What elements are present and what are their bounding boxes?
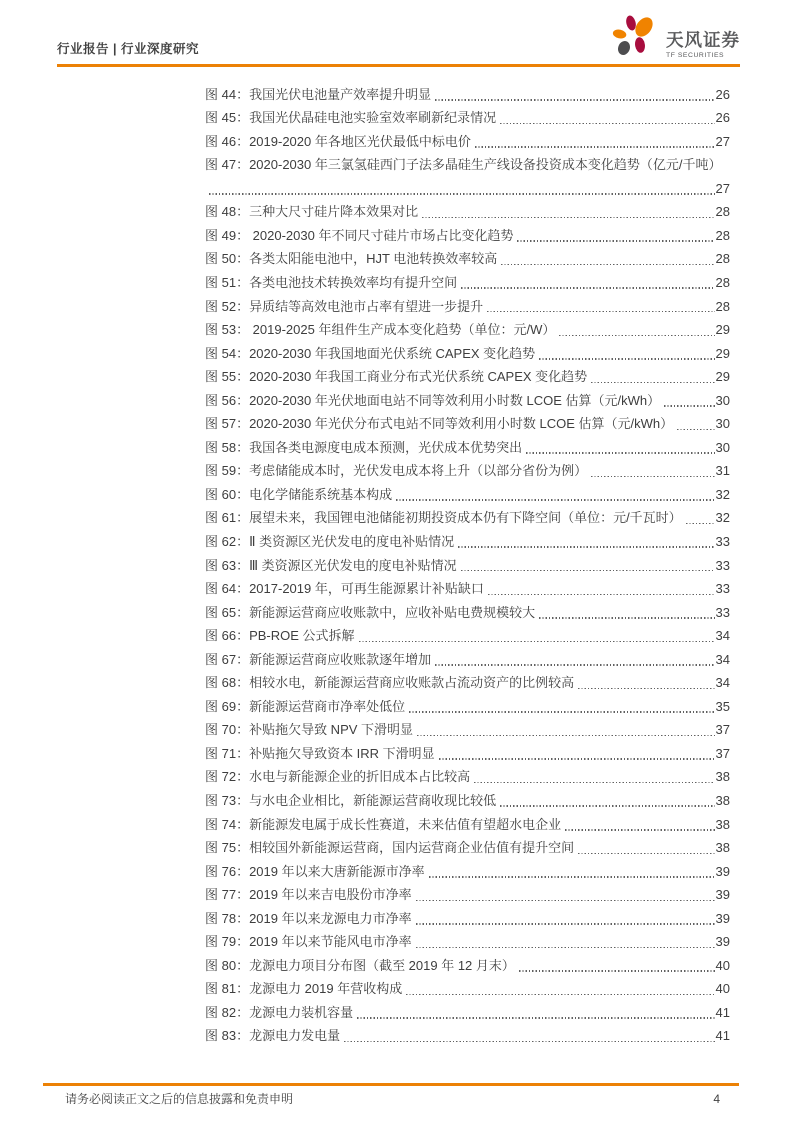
toc-entry-page: 33 <box>715 581 730 597</box>
toc-entry <box>205 718 730 742</box>
toc-entry-label: 图 74：新能源发电属于成长性赛道，未来估值有望超水电企业 <box>205 816 562 832</box>
toc-dot-leader <box>526 452 714 454</box>
toc-entry-label: 图 52：异质结等高效电池市占率有望进一步提升 <box>205 298 484 314</box>
toc-entry-label: 图 82：龙源电力装机容量 <box>205 1004 354 1020</box>
toc-entry-label: 图 78：2019 年以来龙源电力市净率 <box>205 910 412 926</box>
toc-entry-page: 28 <box>715 274 730 290</box>
toc-dot-leader <box>474 782 714 784</box>
toc-entry-label: 图 63：Ⅲ 类资源区光伏发电的度电补贴情况 <box>205 557 457 573</box>
toc-entry-label: 图 80：龙源电力项目分布图（截至 2019 年 12 月末） <box>205 957 515 973</box>
toc-entry-page: 34 <box>715 628 730 644</box>
toc-dot-leader <box>591 476 714 478</box>
toc-entry-label: 图 47：2020-2030 年三氯氢硅西门子法多晶硅生产线设备投资成本变化趋势（亿元/千吨） <box>205 157 722 173</box>
toc-entry-label: 图 69：新能源运营商市净率处低位 <box>205 698 406 714</box>
toc-entry-label: 图 61：展望未来，我国锂电池储能初期投资成本仍有下降空间（单位：元/千瓦时） <box>205 510 682 526</box>
toc-entry-label: 图 67：新能源运营商应收账款逐年增加 <box>205 651 432 667</box>
page-footer <box>65 1090 720 1107</box>
toc-entry-page: 41 <box>715 1004 730 1020</box>
toc-entry-page: 39 <box>715 887 730 903</box>
toc-entry-page: 27 <box>715 133 730 149</box>
toc-entry-page: 29 <box>715 322 730 338</box>
header-divider <box>57 64 740 67</box>
toc-entry <box>205 576 730 600</box>
toc-entry-label: 图 46：2019-2020 年各地区光伏最低中标电价 <box>205 133 471 149</box>
toc-entry <box>205 341 730 365</box>
toc-dot-leader <box>417 735 715 737</box>
toc-entry <box>205 176 730 200</box>
tf-logo-flower-icon <box>611 13 661 60</box>
figure-toc-list <box>205 82 730 1047</box>
toc-dot-leader <box>458 546 714 548</box>
toc-entry-label: 图 83：龙源电力发电量 <box>205 1028 341 1044</box>
toc-entry-label: 图 58：我国各类电源度电成本预测，光伏成本优势突出 <box>205 439 523 455</box>
toc-entry <box>205 506 730 530</box>
toc-entry-page: 27 <box>715 180 730 196</box>
toc-entry <box>205 694 730 718</box>
toc-dot-leader <box>461 287 714 289</box>
toc-entry-page: 28 <box>715 298 730 314</box>
toc-entry-page: 33 <box>715 557 730 573</box>
toc-entry <box>205 482 730 506</box>
toc-dot-leader <box>359 641 715 643</box>
toc-entry-page: 29 <box>715 369 730 385</box>
toc-dot-leader <box>429 876 715 878</box>
toc-entry-label: 图 53： 2019-2025 年组件生产成本变化趋势（单位：元/W） <box>205 322 556 338</box>
toc-entry-page: 39 <box>715 910 730 926</box>
toc-entry-page: 33 <box>715 534 730 549</box>
toc-entry-label: 图 79：2019 年以来节能风电市净率 <box>205 934 412 950</box>
toc-dot-leader <box>406 994 714 996</box>
toc-entry-page: 32 <box>715 510 730 526</box>
toc-dot-leader <box>439 758 715 760</box>
toc-entry-label: 图 59：考虑储能成本时，光伏发电成本将上升（以部分省份为例） <box>205 463 588 479</box>
toc-entry-label: 图 54：2020-2030 年我国地面光伏系统 CAPEX 变化趋势 <box>205 345 536 361</box>
toc-dot-leader <box>435 664 714 666</box>
toc-entry-label: 图 66：PB-ROE 公式拆解 <box>205 628 355 644</box>
toc-entry <box>205 317 730 341</box>
toc-entry <box>205 836 730 860</box>
toc-dot-leader <box>461 570 715 572</box>
toc-entry-page: 38 <box>715 816 730 832</box>
toc-entry-label: 图 48：三种大尺寸硅片降本效果对比 <box>205 204 419 220</box>
toc-dot-leader <box>500 123 714 125</box>
toc-entry-page: 40 <box>715 957 730 973</box>
toc-dot-leader <box>565 829 714 831</box>
logo-text <box>666 31 740 59</box>
toc-dot-leader <box>677 429 714 431</box>
toc-entry-page: 30 <box>715 439 730 455</box>
toc-entry <box>205 153 730 177</box>
toc-entry-page: 34 <box>715 651 730 667</box>
toc-entry-page: 30 <box>715 392 730 408</box>
toc-entry <box>205 200 730 224</box>
toc-entry <box>205 671 730 695</box>
toc-entry-label: 图 64：2017-2019 年，可再生能源累计补贴缺口 <box>205 581 484 597</box>
toc-entry-page: 30 <box>715 416 730 432</box>
toc-entry-label: 图 68：相较水电，新能源运营商应收账款占流动资产的比例较高 <box>205 675 575 691</box>
toc-dot-leader <box>357 1017 714 1019</box>
toc-dot-leader <box>409 711 714 713</box>
toc-entry-label: 图 49： 2020-2030 年不同尺寸硅片市场占比变化趋势 <box>205 227 514 243</box>
toc-dot-leader <box>209 193 715 195</box>
toc-entry <box>205 553 730 577</box>
toc-entry-label: 图 73：与水电企业相比，新能源运营商收现比较低 <box>205 793 497 809</box>
toc-entry-label: 图 57：2020-2030 年光伏分布式电站不同等效利用小时数 LCOE 估算（元/kWh） <box>205 416 674 432</box>
toc-entry <box>205 1024 730 1048</box>
disclaimer-text: 请务必阅读正文之后的信息披露和免责申明 <box>65 1092 294 1106</box>
toc-dot-leader <box>539 617 714 619</box>
toc-dot-leader <box>664 405 714 407</box>
toc-entry-page: 26 <box>715 110 730 126</box>
toc-entry-page: 39 <box>715 934 730 950</box>
toc-entry-page: 33 <box>715 604 730 620</box>
toc-dot-leader <box>519 970 715 972</box>
toc-entry-label: 图 62：Ⅱ 类资源区光伏发电的度电补贴情况 <box>205 534 455 549</box>
toc-entry <box>205 953 730 977</box>
toc-entry <box>205 223 730 247</box>
toc-entry-label: 图 60：电化学储能系统基本构成 <box>205 486 393 502</box>
toc-dot-leader <box>591 382 714 384</box>
toc-entry <box>205 765 730 789</box>
toc-entry-label: 图 44：我国光伏电池量产效率提升明显 <box>205 86 432 102</box>
toc-entry-page: 38 <box>715 769 730 785</box>
toc-dot-leader <box>501 264 714 266</box>
toc-entry <box>205 741 730 765</box>
toc-entry-page: 38 <box>715 840 730 856</box>
toc-dot-leader <box>344 1041 714 1043</box>
toc-entry <box>205 247 730 271</box>
toc-entry <box>205 270 730 294</box>
toc-entry-label: 图 65：新能源运营商应收账款中，应收补贴电费规模较大 <box>205 604 536 620</box>
toc-dot-leader <box>559 335 714 337</box>
toc-entry <box>205 529 730 553</box>
toc-entry-page: 37 <box>715 722 730 738</box>
toc-entry-page: 32 <box>715 486 730 502</box>
toc-dot-leader <box>416 923 715 925</box>
toc-entry-page: 39 <box>715 863 730 879</box>
toc-entry <box>205 624 730 648</box>
footer-divider <box>43 1083 739 1086</box>
toc-entry <box>205 977 730 1001</box>
toc-entry-label: 图 56：2020-2030 年光伏地面电站不同等效利用小时数 LCOE 估算（元/kWh） <box>205 392 661 408</box>
toc-entry-page: 35 <box>715 698 730 714</box>
toc-entry-page: 40 <box>715 981 730 997</box>
toc-entry <box>205 435 730 459</box>
toc-entry <box>205 647 730 671</box>
toc-entry <box>205 1000 730 1024</box>
toc-entry <box>205 459 730 483</box>
toc-entry-page: 29 <box>715 345 730 361</box>
toc-dot-leader <box>578 853 714 855</box>
toc-entry-label: 图 81：龙源电力 2019 年营收构成 <box>205 981 403 997</box>
toc-entry-label: 图 51：各类电池技术转换效率均有提升空间 <box>205 274 458 290</box>
toc-dot-leader <box>500 805 714 807</box>
toc-entry-page: 34 <box>715 675 730 691</box>
toc-entry <box>205 859 730 883</box>
logo-brand-cn: 天风证券 <box>666 29 740 50</box>
toc-entry-page: 38 <box>715 793 730 809</box>
toc-entry-label: 图 77：2019 年以来吉电股份市净率 <box>205 887 412 903</box>
toc-entry <box>205 388 730 412</box>
toc-dot-leader <box>539 358 714 360</box>
tf-securities-logo <box>611 13 740 60</box>
toc-entry <box>205 82 730 106</box>
toc-entry-label: 图 72：水电与新能源企业的折旧成本占比较高 <box>205 769 471 785</box>
toc-dot-leader <box>422 217 714 219</box>
toc-entry <box>205 906 730 930</box>
toc-entry-label: 图 55：2020-2030 年我国工商业分布式光伏系统 CAPEX 变化趋势 <box>205 369 588 385</box>
page-number: 4 <box>713 1092 720 1106</box>
toc-dot-leader <box>416 947 715 949</box>
toc-dot-leader <box>686 523 715 525</box>
toc-entry-page: 41 <box>715 1028 730 1044</box>
toc-entry-page: 28 <box>715 227 730 243</box>
toc-entry-page: 28 <box>715 204 730 220</box>
toc-entry <box>205 788 730 812</box>
toc-entry <box>205 294 730 318</box>
toc-entry-label: 图 45：我国光伏晶硅电池实验室效率刷新纪录情况 <box>205 110 497 126</box>
toc-entry-label: 图 76：2019 年以来大唐新能源市净率 <box>205 863 425 879</box>
toc-dot-leader <box>488 594 715 596</box>
toc-dot-leader <box>578 688 714 690</box>
toc-dot-leader <box>396 499 714 501</box>
toc-entry-label: 图 70：补贴拖欠导致 NPV 下滑明显 <box>205 722 414 738</box>
toc-entry <box>205 365 730 389</box>
toc-entry <box>205 600 730 624</box>
report-type-label: 行业报告 | 行业深度研究 <box>57 42 199 56</box>
toc-entry <box>205 129 730 153</box>
toc-entry <box>205 106 730 130</box>
toc-dot-leader <box>435 99 714 101</box>
toc-dot-leader <box>517 240 714 242</box>
toc-entry-label: 图 71：补贴拖欠导致资本 IRR 下滑明显 <box>205 745 435 761</box>
toc-entry <box>205 412 730 436</box>
toc-entry-page: 37 <box>715 745 730 761</box>
toc-entry-page: 28 <box>715 251 730 267</box>
toc-entry <box>205 930 730 954</box>
toc-entry-page: 31 <box>715 463 730 479</box>
toc-entry <box>205 883 730 907</box>
toc-entry-label: 图 75：相较国外新能源运营商，国内运营商企业估值有提升空间 <box>205 840 575 856</box>
toc-dot-leader <box>416 900 715 902</box>
toc-entry-label: 图 50：各类太阳能电池中，HJT 电池转换效率较高 <box>205 251 498 267</box>
toc-dot-leader <box>475 146 715 148</box>
toc-entry <box>205 812 730 836</box>
logo-brand-en: TF SECURITIES <box>666 52 725 59</box>
toc-entry-page: 26 <box>715 86 730 102</box>
toc-dot-leader <box>487 311 714 313</box>
